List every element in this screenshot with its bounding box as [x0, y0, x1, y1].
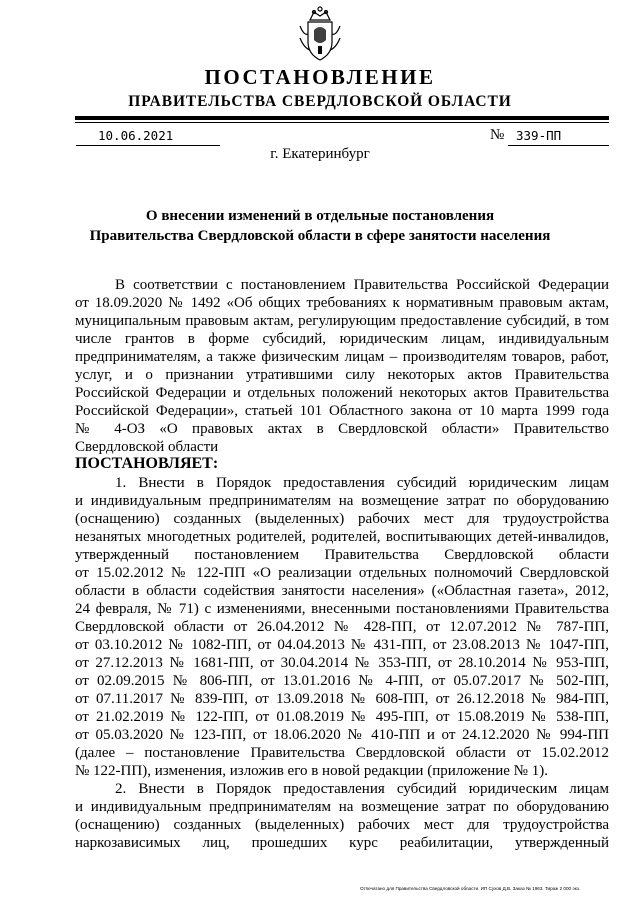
body-line: от 02.09.2015 № 806-ПП, от 13.01.2016 № 4-ПП, от 05.07.2017 № 502-ПП, — [75, 673, 609, 689]
body-line: наркозависимых лиц, прошедших курс реабилитации, утвержденный — [75, 835, 609, 851]
issue-city: г. Екатеринбург — [270, 146, 370, 162]
body-line: Российской Федерации и отдельных положений некоторых актов Правительства — [75, 385, 609, 401]
body-line: № 4-ОЗ «О правовых актах в Свердловской области» Правительство — [75, 421, 609, 437]
body-line: от 07.11.2017 № 839-ПП, от 13.09.2018 № 608-ПП, от 26.12.2018 № 984-ПП, — [75, 691, 609, 707]
body-line: от 27.12.2013 № 1681-ПП, от 30.04.2014 № 353-ПП, от 28.10.2014 № 953-ПП, — [75, 655, 609, 671]
body-line: от 05.03.2020 № 123-ПП, от 18.06.2020 № 410-ПП и от 24.12.2020 № 994-ПП — [75, 727, 609, 743]
body-line: Свердловской области от 26.04.2012 № 428-ПП, от 12.07.2012 № 787-ПП, — [75, 619, 609, 635]
number-sign: № — [490, 127, 505, 143]
body-line: В соответствии с постановлением Правительства Российской Федерации — [115, 277, 609, 293]
document-number: 339-ПП — [516, 128, 562, 143]
body-line: Свердловской области — [75, 439, 219, 455]
body-line: (далее – постановление Правительства Свердловской области от 15.02.2012 — [75, 745, 609, 761]
decree-operative-heading: ПОСТАНОВЛЯЕТ: — [75, 455, 219, 472]
body-line: Российской Федерации», статьей 101 Областного закона от 10 марта 1999 года — [75, 403, 609, 419]
document-date: 10.06.2021 — [98, 128, 174, 143]
date-field — [76, 128, 220, 146]
coat-of-arms-icon — [296, 6, 344, 64]
body-line: (оснащению) созданных (выделенных) рабочих мест для трудоустройства — [75, 817, 609, 833]
document-type-heading: ПОСТАНОВЛЕНИЕ — [204, 65, 436, 89]
number-field — [508, 128, 609, 146]
body-line: № 122-ПП), изменения, изложив его в новой редакции (приложение № 1). — [75, 763, 548, 779]
body-line: от 15.02.2012 № 122-ПП «О реализации отдельных полномочий Свердловской — [75, 565, 609, 581]
body-line: числе грантов в форме субсидий, юридическим лицам, индивидуальным — [75, 331, 609, 347]
body-line: предпринимателям, а также физическим лицам – производителям товаров, работ, — [75, 349, 609, 365]
body-line: 1. Внести в Порядок предоставления субсидий юридическим лицам — [115, 475, 609, 491]
body-line: услуг, и о признании утратившими силу некоторых актов Правительства — [75, 367, 609, 383]
body-line: незанятых многодетных родителей, родителей, воспитывающих детей-инвалидов, — [75, 529, 609, 545]
header-rule-thin — [75, 122, 609, 123]
body-line: 24 февраля, № 71) с изменениями, внесенными постановлениями Правительства — [75, 601, 609, 617]
body-line: муниципальным правовым актам, регулирующим предоставление субсидий, в том — [75, 313, 609, 329]
body-line: утвержденный постановлением Правительства Свердловской области — [75, 547, 609, 563]
issuer-heading: ПРАВИТЕЛЬСТВА СВЕРДЛОВСКОЙ ОБЛАСТИ — [128, 93, 512, 110]
body-line: области в области содействия занятости населения» («Областная газета», 2012, — [75, 583, 609, 599]
body-line: от 03.10.2012 № 1082-ПП, от 04.04.2013 № 431-ПП, от 23.08.2013 № 1047-ПП, — [75, 637, 609, 653]
body-line: 2. Внести в Порядок предоставления субсидий юридическим лицам — [115, 781, 609, 797]
body-line: и индивидуальным предпринимателям на возмещение затрат по оборудованию — [75, 493, 609, 509]
body-line: (оснащению) созданных (выделенных) рабочих мест для трудоустройства — [75, 511, 609, 527]
printing-note: Отпечатано для Правительства Свердловской области. ИП Сухов Д.В. Заказ № 1963. Тираж 2 000 экз. — [360, 886, 581, 891]
body-line: от 21.02.2019 № 122-ПП, от 01.08.2019 № 495-ПП, от 15.08.2019 № 538-ПП, — [75, 709, 609, 725]
document-title-line: Правительства Свердловской области в сфере занятости населения — [89, 228, 551, 244]
document-title-line: О внесении изменений в отдельные постановления — [145, 208, 495, 224]
header-rule-thick — [75, 116, 609, 120]
body-line: и индивидуальным предпринимателям на возмещение затрат по оборудованию — [75, 799, 609, 815]
body-line: от 18.09.2020 № 1492 «Об общих требованиях к нормативным правовым актам, — [75, 295, 609, 311]
